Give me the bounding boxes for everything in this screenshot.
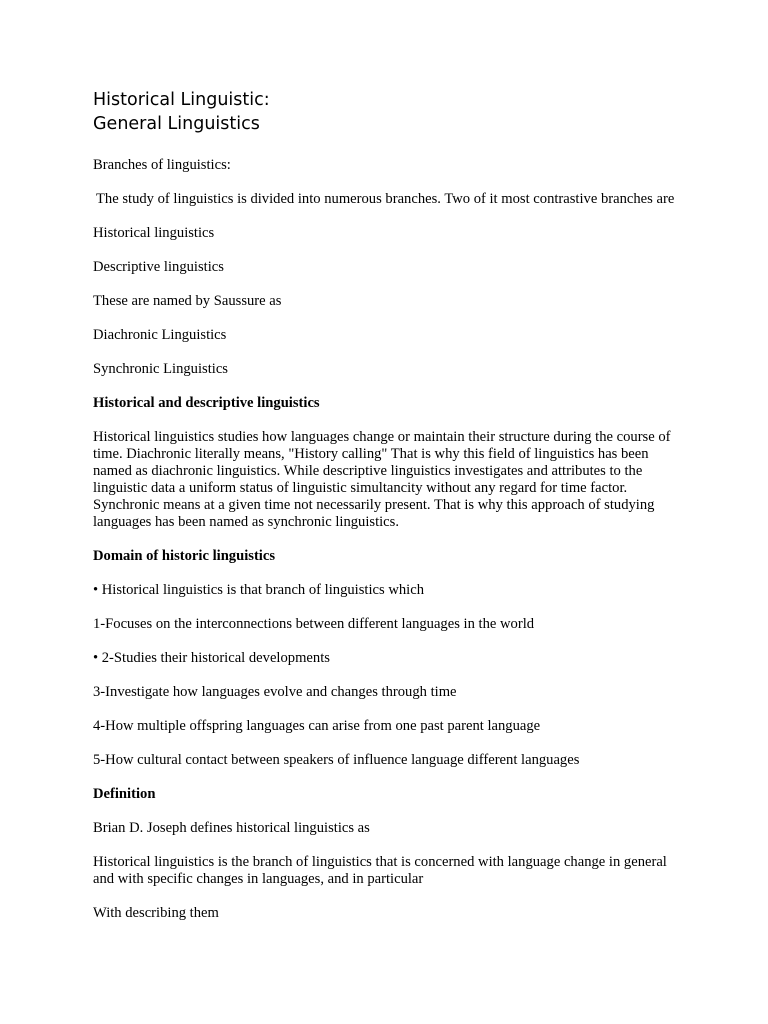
document-page	[93, 88, 683, 939]
paragraph-diachronic: Diachronic Linguistics	[93, 327, 227, 343]
paragraph-branches-intro: The study of linguistics is divided into numerous branches. Two of it most contrastive branches are	[96, 191, 675, 207]
list-item-5: 5-How cultural contact between speakers of influence language different languages	[93, 752, 580, 768]
list-item-2: • 2-Studies their historical developments	[93, 650, 330, 666]
section-heading-definition: Definition	[93, 786, 156, 802]
paragraph-historical-linguistics: Historical linguistics	[93, 225, 215, 241]
section-heading-historical-descriptive: Historical and descriptive linguistics	[93, 395, 320, 411]
list-item-3: 3-Investigate how languages evolve and changes through time	[93, 684, 457, 700]
list-item-1: 1-Focuses on the interconnections between different languages in the world	[93, 616, 535, 632]
paragraph-historical-description: Historical linguistics studies how languages change or maintain their structure during the course of time. Diachronic literally means, "History calling" That is why this field of linguistics has been named as diachronic linguistics. While descriptive linguistics investigates and attributes to the linguistic data a uniform status of linguistic simultancity without any regard for time factor. Synchronic means at a given time not necessarily present. That is why this approach of studying languages has been named as synchronic linguistics.	[93, 429, 671, 530]
title-line-1: Historical Linguistic:	[93, 90, 270, 110]
list-item-domain-intro: • Historical linguistics is that branch of linguistics which	[93, 582, 424, 598]
paragraph-brian-joseph: Brian D. Joseph defines historical linguistics as	[93, 820, 370, 836]
paragraph-descriptive-linguistics: Descriptive linguistics	[93, 259, 224, 275]
section-heading-domain: Domain of historic linguistics	[93, 548, 276, 564]
title-line-2: General Linguistics	[93, 114, 260, 134]
paragraph-synchronic: Synchronic Linguistics	[93, 361, 228, 377]
paragraph-branches-heading: Branches of linguistics:	[93, 157, 231, 173]
document-title	[93, 88, 683, 136]
paragraph-saussure: These are named by Saussure as	[93, 293, 282, 309]
list-item-4: 4-How multiple offspring languages can arise from one past parent language	[93, 718, 541, 734]
paragraph-definition-text: Historical linguistics is the branch of linguistics that is concerned with language change in general and with specific changes in languages, and in particular	[93, 854, 667, 887]
paragraph-describing-them: With describing them	[93, 905, 219, 921]
